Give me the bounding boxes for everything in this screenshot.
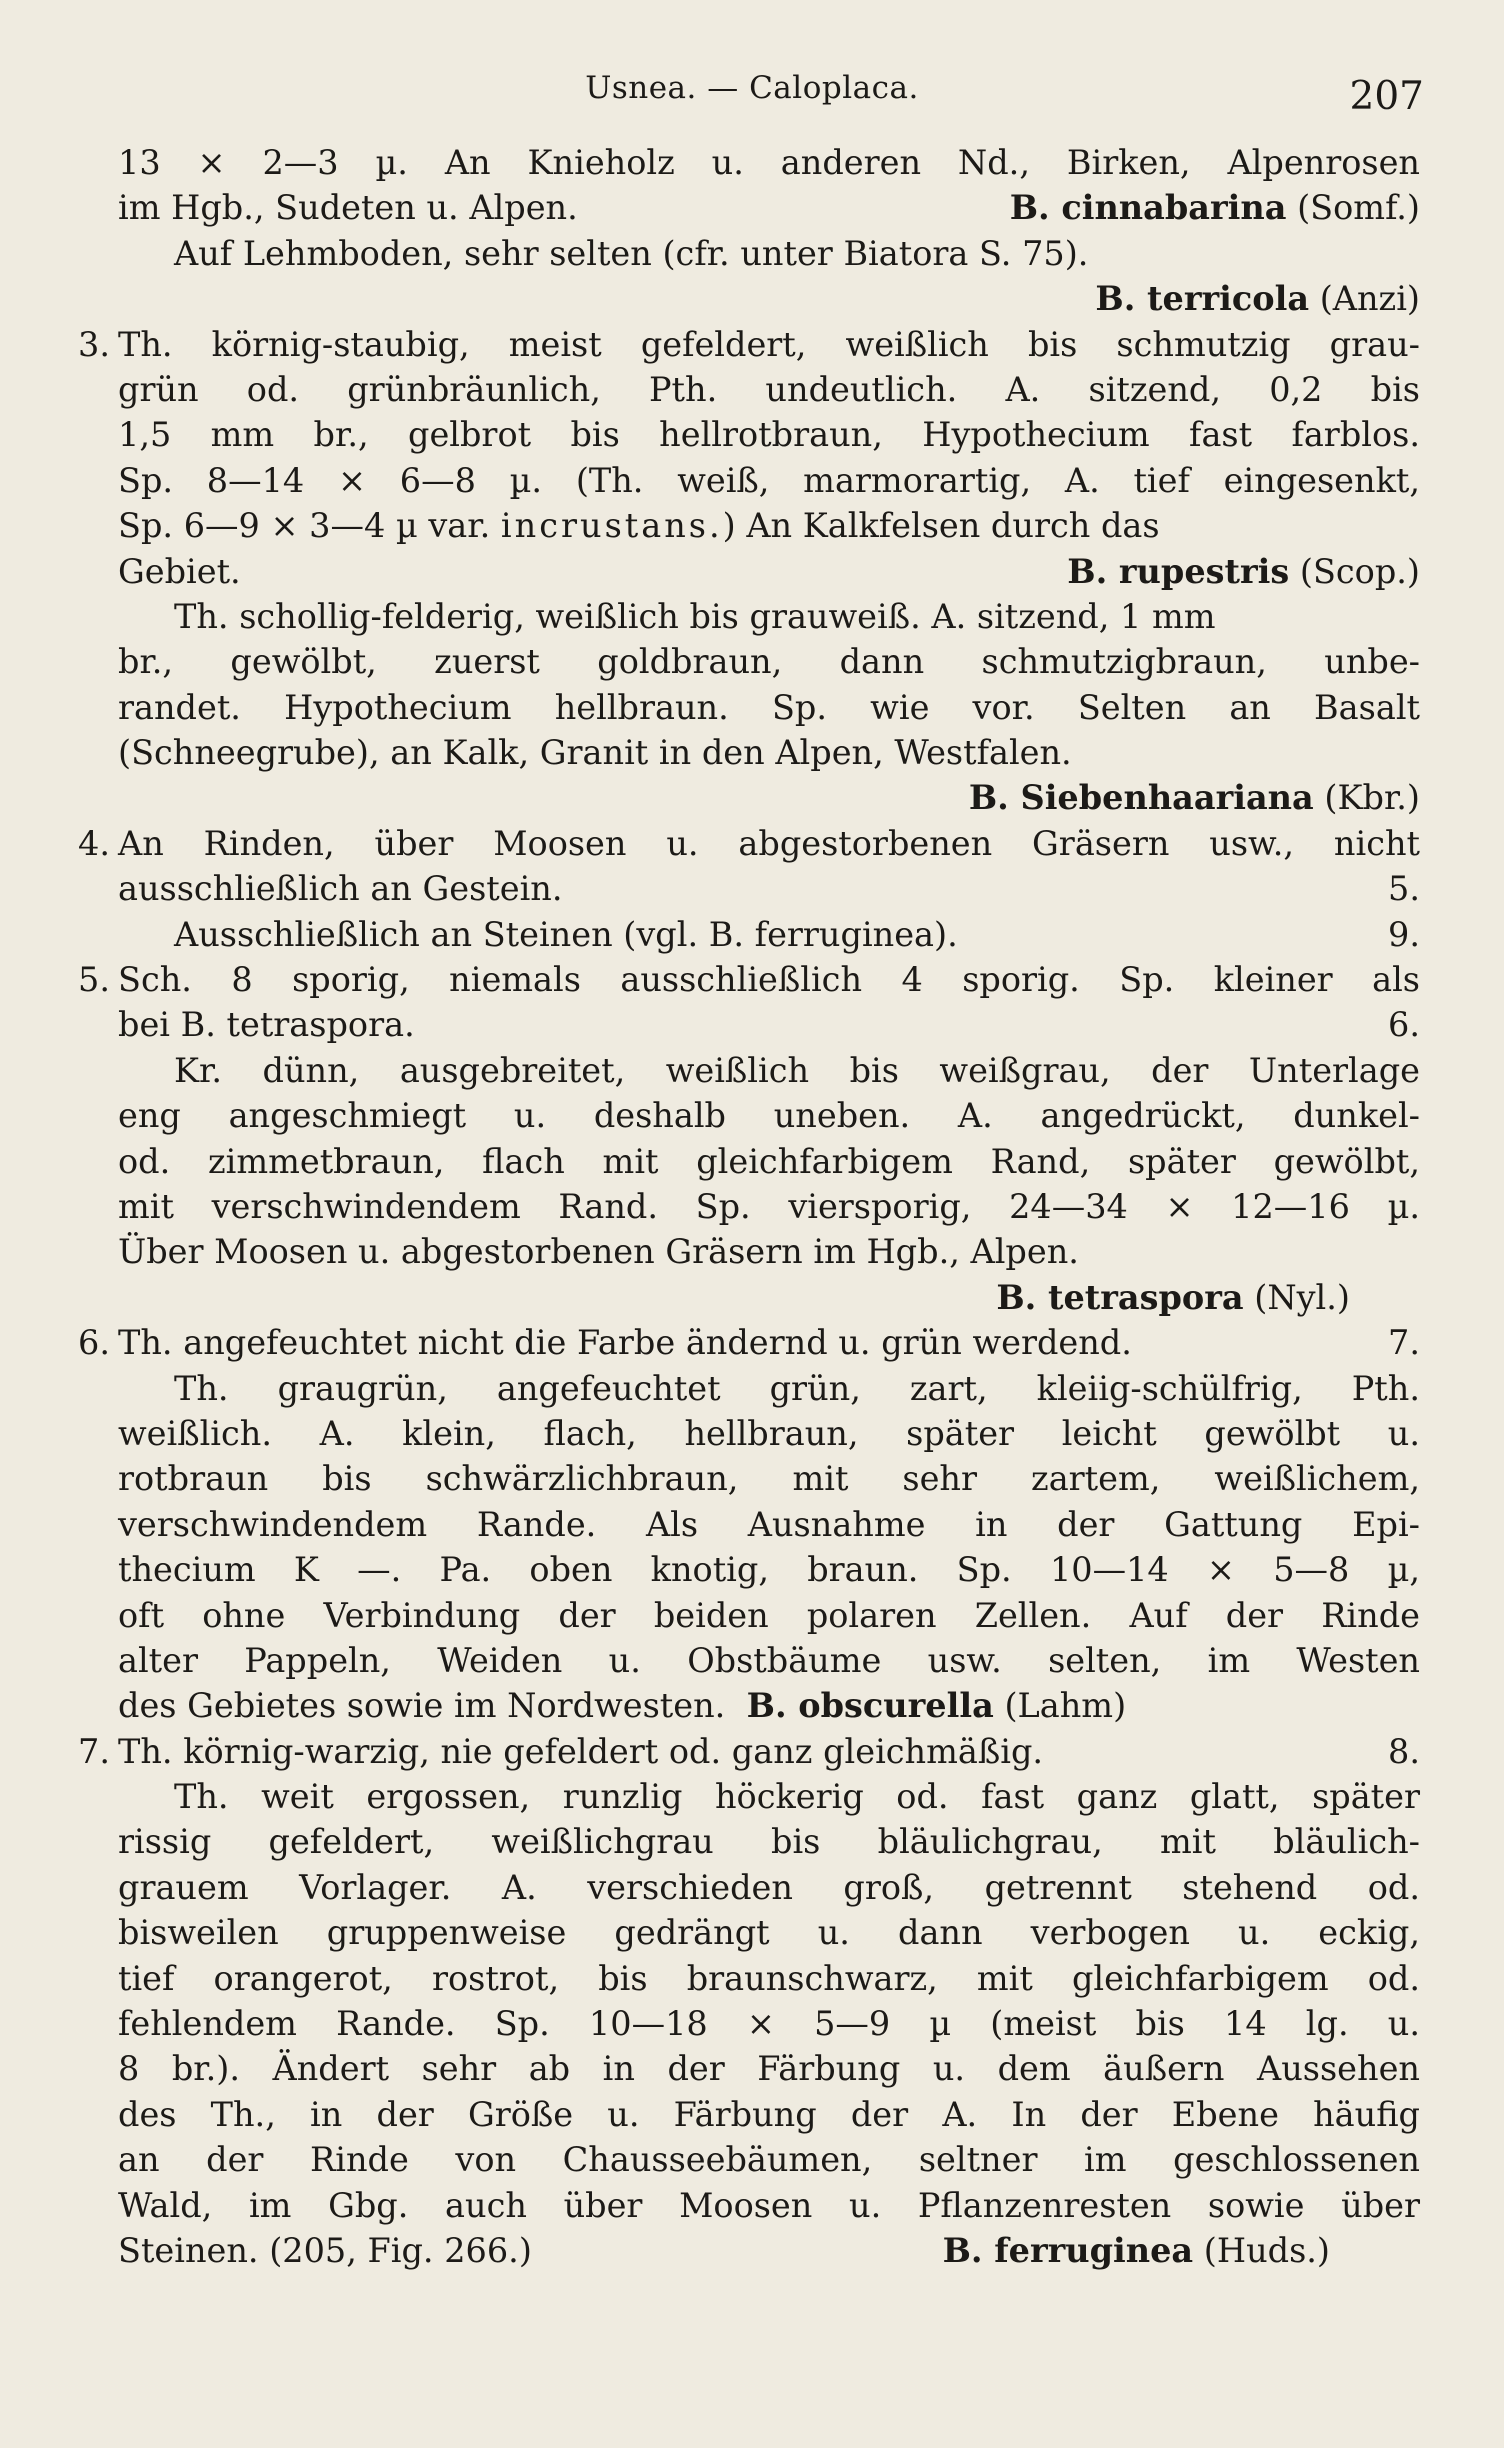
text-line: fehlendem Rande. Sp. 10—18 × 5—9 µ (meist bis 14 lg. u.	[118, 2004, 1420, 2044]
text-line: thecium K —. Pa. oben knotig, braun. Sp. 10—14 × 5—8 µ,	[118, 1550, 1420, 1590]
text-line: Über Moosen u. abgestorbenen Gräsern im Hgb., Alpen.	[118, 1232, 1079, 1272]
text-line: im Hgb., Sudeten u. Alpen. B. cinnabarina (Somf.)	[118, 185, 1420, 230]
key-number: 5.	[78, 960, 110, 1000]
species-name: B. terricola (Anzi)	[1095, 279, 1420, 319]
species-name: B. tetraspora (Nyl.)	[996, 1277, 1350, 1317]
key-text	[78, 140, 1420, 2273]
key-number: 7.	[78, 1731, 110, 1771]
key-reference: 7.	[1388, 1323, 1420, 1363]
text-line: Ausschließlich an Steinen (vgl. B. ferruginea). 9.	[118, 912, 1420, 957]
text-line: des Gebietes sowie im Nordwesten. B. obscurella (Lahm)	[118, 1686, 1127, 1726]
key-number: 3.	[78, 324, 110, 364]
text-line: Kr. dünn, ausgebreitet, weißlich bis weißgrau, der Unterlage	[174, 1050, 1420, 1090]
key-reference: 8.	[1388, 1731, 1420, 1771]
text-line: 8 br.). Ändert sehr ab in der Färbung u. dem äußern Aussehen	[118, 2049, 1420, 2089]
species-name: B. obscurella (Lahm)	[746, 1686, 1127, 1726]
text-line: Th. schollig-felderig, weißlich bis grauweiß. A. sitzend, 1 mm	[174, 596, 1216, 636]
text-line: Sp. 6—9 × 3—4 µ var. incrustans.) An Kalkfelsen durch das	[118, 506, 1160, 546]
key-number: 6.	[78, 1323, 110, 1363]
key-reference: 5.	[1388, 869, 1420, 909]
text-line: eng angeschmiegt u. deshalb uneben. A. angedrückt, dunkel-	[118, 1096, 1420, 1136]
text-line: grün od. grünbräunlich, Pth. undeutlich. A. sitzend, 0,2 bis	[118, 369, 1420, 409]
text-line: 5. Sch. 8 sporig, niemals ausschließlich 4 sporig. Sp. kleiner als	[118, 957, 1420, 1002]
page-header	[0, 62, 1504, 119]
text-line: grauem Vorlager. A. verschieden groß, getrennt stehend od.	[118, 1867, 1420, 1907]
text-line: Sp. 8—14 × 6—8 µ. (Th. weiß, marmorartig, A. tief eingesenkt,	[118, 460, 1420, 500]
text-line: weißlich. A. klein, flach, hellbraun, später leicht gewölbt u.	[118, 1413, 1420, 1453]
text-line: Auf Lehmboden, sehr selten (cfr. unter Biatora S. 75).	[174, 233, 1089, 273]
key-reference: 6.	[1388, 1005, 1420, 1045]
text-line	[118, 775, 1420, 820]
key-reference: 9.	[1388, 914, 1420, 954]
species-name: B. Siebenhaariana (Kbr.)	[968, 778, 1420, 818]
variety-name: incrustans.	[500, 506, 723, 546]
text-line: verschwindendem Rande. Als Ausnahme in der Gattung Epi-	[118, 1504, 1420, 1544]
text-line: (Schneegrube), an Kalk, Granit in den Alpen, Westfalen.	[118, 733, 1072, 773]
text-line	[118, 276, 1420, 321]
text-line: Th. graugrün, angefeuchtet grün, zart, kleiig-schülfrig, Pth.	[174, 1368, 1420, 1408]
text-line: Steinen. (205, Fig. 266.) B. ferruginea (Huds.)	[118, 2228, 1420, 2273]
text-line: 7. Th. körnig-warzig, nie gefeldert od. ganz gleichmäßig. 8.	[118, 1729, 1420, 1774]
text-line: rissig gefeldert, weißlichgrau bis bläulichgrau, mit bläulich-	[118, 1822, 1420, 1862]
text-line: mit verschwindendem Rand. Sp. viersporig, 24—34 × 12—16 µ.	[118, 1186, 1420, 1226]
text-line: bei B. tetraspora. 6.	[118, 1002, 1420, 1047]
text-line: 13 × 2—3 µ. An Knieholz u. anderen Nd., Birken, Alpenrosen	[118, 143, 1420, 182]
text-line: tief orangerot, rostrot, bis braunschwarz, mit gleichfarbigem od.	[118, 1958, 1420, 1998]
text-line: Wald, im Gbg. auch über Moosen u. Pflanzenresten sowie über	[118, 2185, 1420, 2225]
text-line: 6. Th. angefeuchtet nicht die Farbe ändernd u. grün werdend. 7.	[118, 1320, 1420, 1365]
text-line: an der Rinde von Chausseebäumen, seltner im geschlossenen	[118, 2140, 1420, 2180]
key-number: 4.	[78, 823, 110, 863]
species-name: B. ferruginea (Huds.)	[942, 2230, 1330, 2270]
text-line: alter Pappeln, Weiden u. Obstbäume usw. selten, im Westen	[118, 1640, 1420, 1680]
species-name: B. rupestris (Scop.)	[1067, 551, 1420, 591]
text-line: 4. An Rinden, über Moosen u. abgestorbenen Gräsern usw., nicht	[118, 821, 1420, 866]
text-line: ausschließlich an Gestein. 5.	[118, 866, 1420, 911]
text-line: des Th., in der Größe u. Färbung der A. In der Ebene häufig	[118, 2094, 1420, 2134]
text-line: br., gewölbt, zuerst goldbraun, dann schmutzigbraun, unbe-	[118, 642, 1420, 682]
text-line: od. zimmetbraun, flach mit gleichfarbigem Rand, später gewölbt,	[118, 1141, 1420, 1181]
running-title: Usnea. — Caloplaca.	[585, 70, 919, 106]
text-line: randet. Hypothecium hellbraun. Sp. wie vor. Selten an Basalt	[118, 687, 1420, 727]
text-line: 3. Th. körnig-staubig, meist gefeldert, weißlich bis schmutzig grau-	[118, 322, 1420, 367]
species-name: B. cinnabarina (Somf.)	[1009, 188, 1420, 228]
text-line: rotbraun bis schwärzlichbraun, mit sehr zartem, weißlichem,	[118, 1459, 1420, 1499]
text-line: Gebiet. B. rupestris (Scop.)	[118, 549, 1420, 594]
text-line: Th. weit ergossen, runzlig höckerig od. fast ganz glatt, später	[174, 1777, 1420, 1817]
text-line: bisweilen gruppenweise gedrängt u. dann verbogen u. eckig,	[118, 1913, 1420, 1953]
text-line	[118, 1275, 1420, 1320]
text-line: oft ohne Verbindung der beiden polaren Zellen. Auf der Rinde	[118, 1595, 1420, 1635]
text-line: 1,5 mm br., gelbrot bis hellrotbraun, Hypothecium fast farblos.	[118, 415, 1420, 455]
page-number: 207	[1349, 74, 1424, 119]
